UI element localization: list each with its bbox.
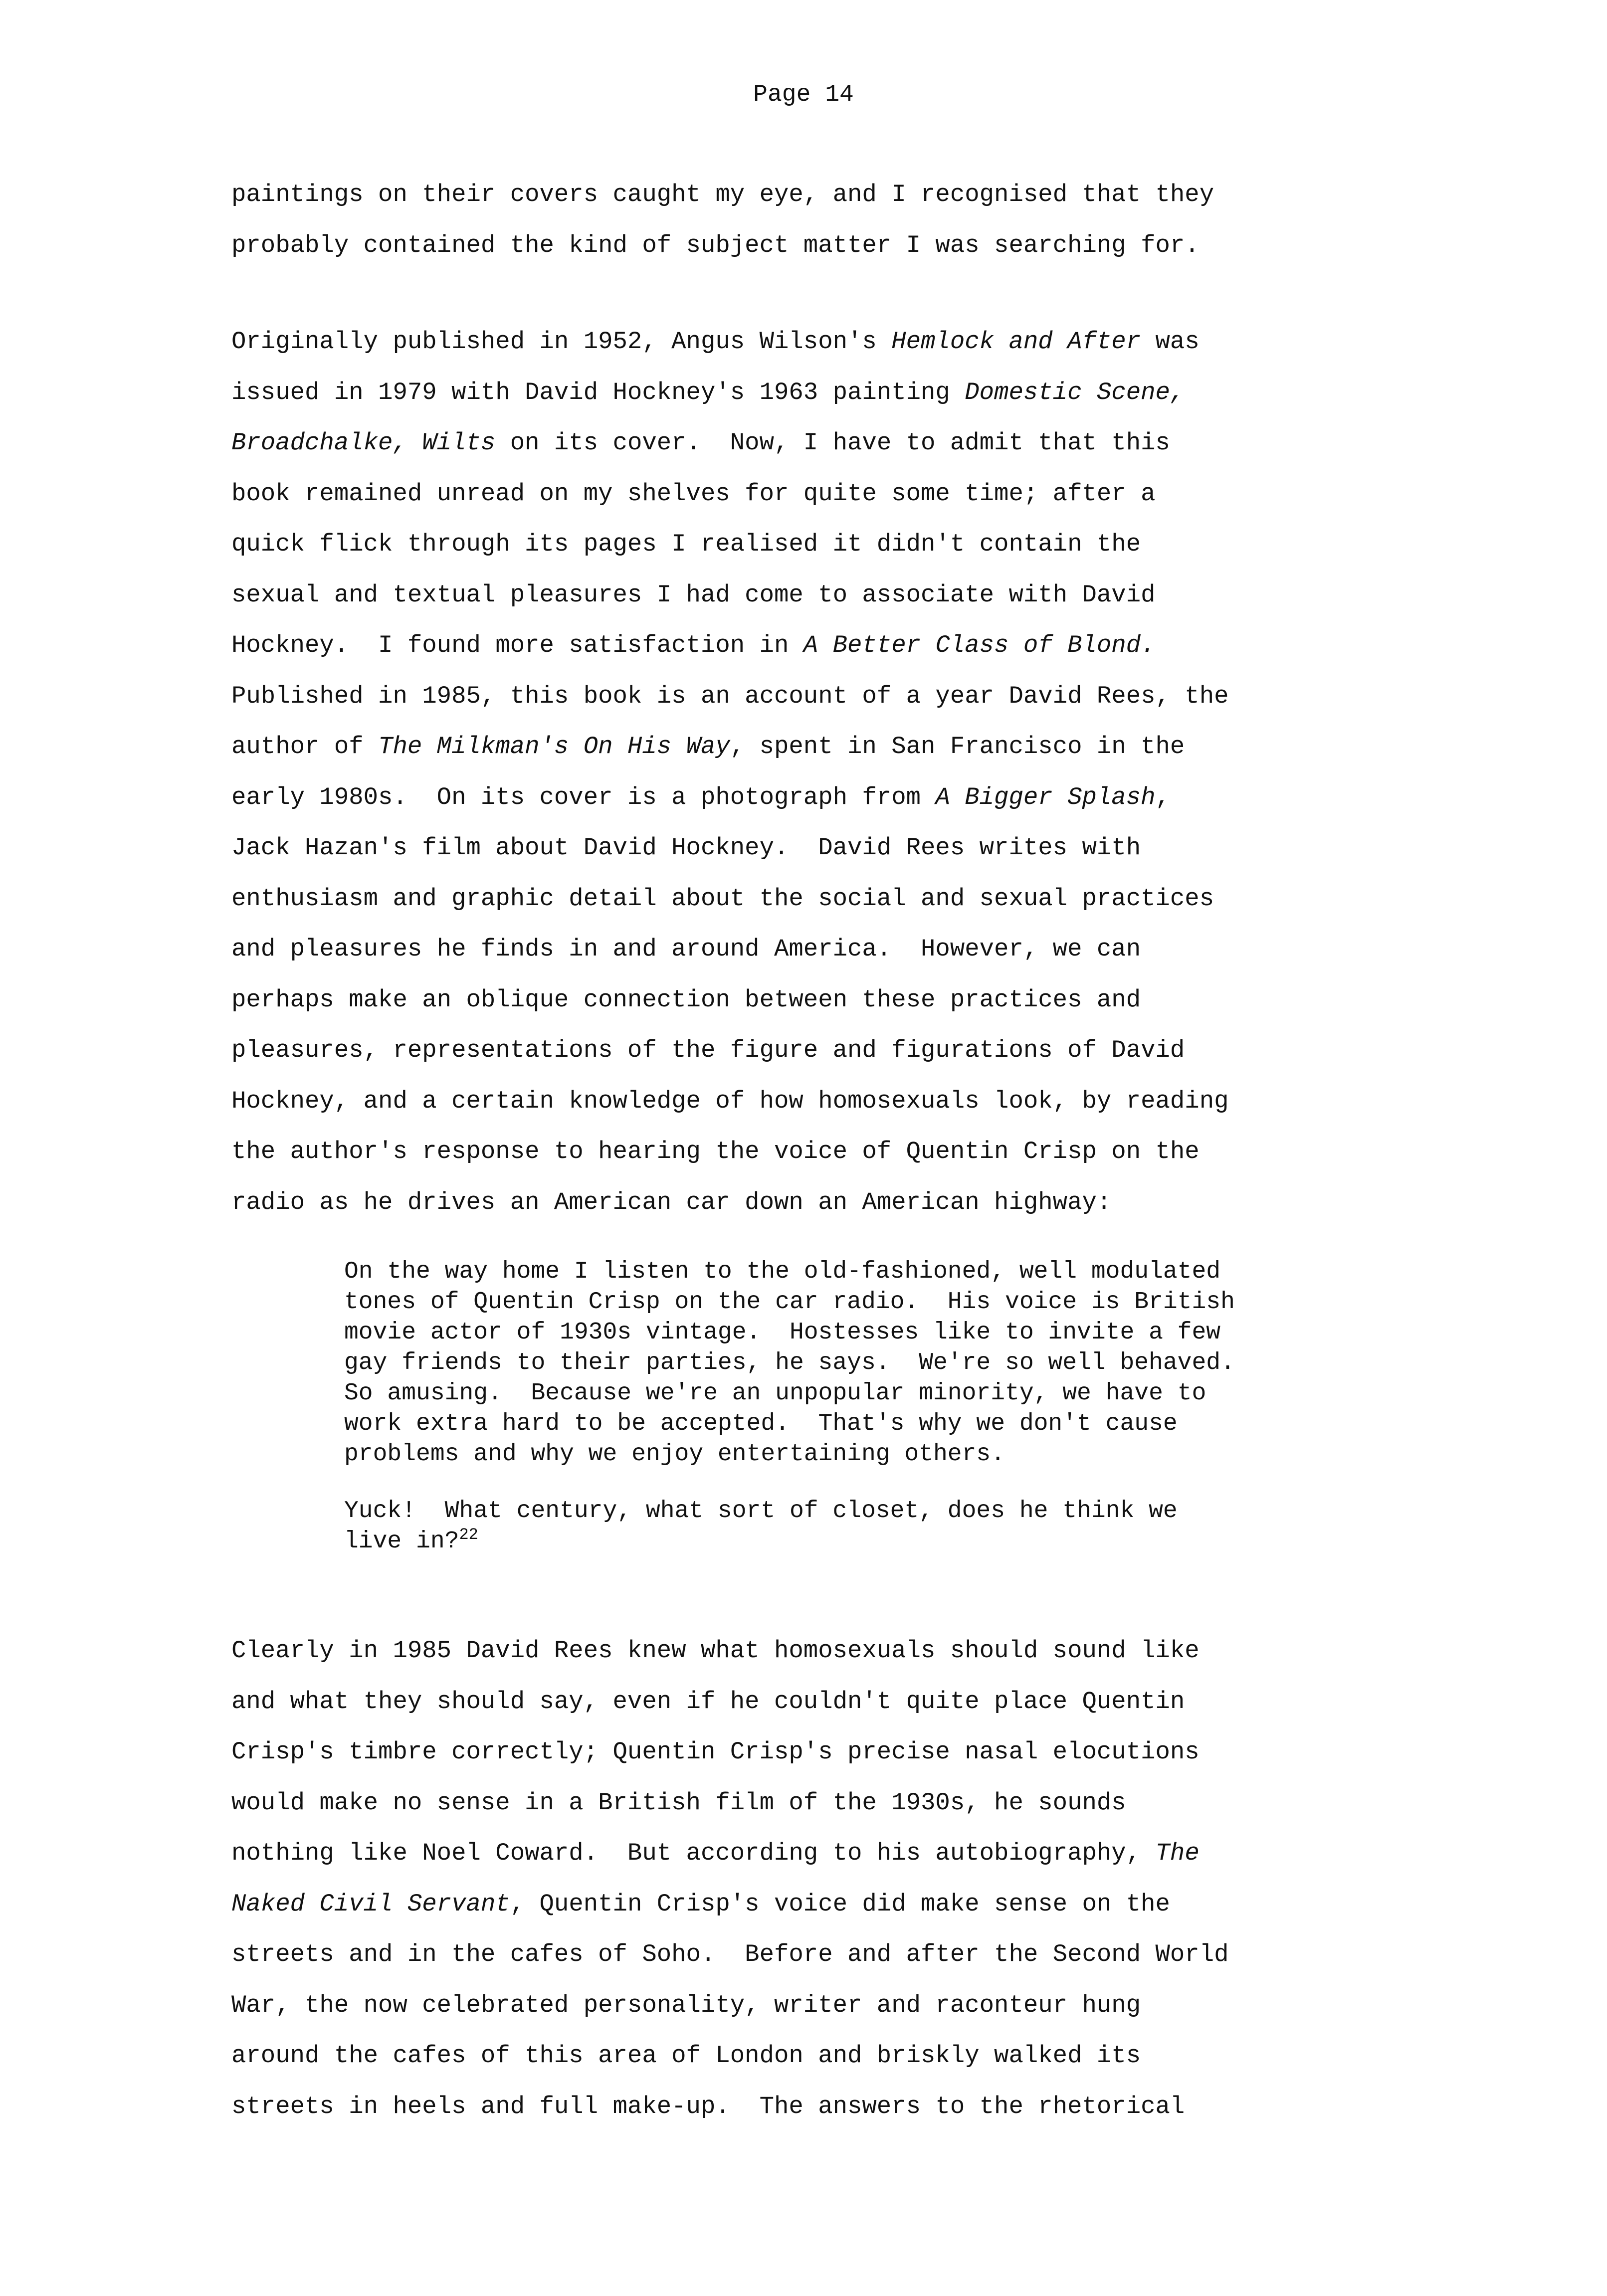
- text-segment: Published in 1985, this book is an account of a year David Rees, the: [231, 682, 1229, 710]
- text-line: [231, 519, 1438, 570]
- italic-title: Hemlock and After: [891, 328, 1141, 356]
- text-line: [231, 975, 1438, 1026]
- text-segment: movie actor of 1930s vintage. Hostesses like to invite a few: [344, 1319, 1221, 1346]
- text-segment: Crisp's timbre correctly; Quentin Crisp's precise nasal elocutions: [231, 1738, 1200, 1766]
- text-segment: On the way home I listen to the old-fashioned, well modulated: [344, 1258, 1221, 1285]
- italic-title: A Better Class of Blond.: [803, 631, 1156, 659]
- text-line: [231, 220, 1438, 271]
- text-line: [231, 1778, 1438, 1829]
- italic-title: The Milkman's On His Way: [378, 733, 730, 761]
- text-segment: , Quentin Crisp's voice did make sense on the: [510, 1890, 1170, 1918]
- text-line: [231, 2031, 1438, 2082]
- page-number: Page 14: [753, 81, 854, 108]
- text-line: [231, 368, 1438, 418]
- text-line: [231, 722, 1438, 772]
- text-line: [344, 1348, 1456, 1378]
- text-segment: Yuck! What century, what sort of closet, does he think we: [344, 1498, 1178, 1525]
- text-line: [231, 1929, 1438, 1980]
- italic-title: The: [1155, 1839, 1200, 1867]
- text-segment: Jack Hazan's film about David Hockney. David Rees writes with: [231, 834, 1141, 862]
- text-line: [231, 2082, 1438, 2132]
- text-segment: radio as he drives an American car down an American highway:: [231, 1188, 1112, 1216]
- text-line: [231, 1177, 1438, 1228]
- text-line: [231, 1727, 1438, 1778]
- text-line: [231, 1980, 1438, 2031]
- text-segment: enthusiasm and graphic detail about the social and sexual practices: [231, 884, 1214, 913]
- text-segment: around the cafes of this area of London and briskly walked its: [231, 2042, 1141, 2070]
- text-segment: on its cover. Now, I have to admit that this: [495, 429, 1170, 457]
- text-segment: was: [1141, 328, 1200, 356]
- text-line: [344, 1439, 1456, 1470]
- text-segment: pleasures, representations of the figure and figurations of David: [231, 1036, 1185, 1064]
- text-segment: Originally published in 1952, Angus Wilson's: [231, 328, 892, 356]
- footnote-reference: 22: [459, 1526, 478, 1544]
- text-segment: streets in heels and full make-up. The answers to the rhetorical: [231, 2092, 1185, 2120]
- text-segment: Hockney. I found more satisfaction in: [231, 631, 804, 659]
- text-line: [231, 1677, 1438, 1727]
- text-segment: probably contained the kind of subject matter I was searching for.: [231, 231, 1200, 259]
- text-segment: would make no sense in a British film of the 1930s, he sounds: [231, 1788, 1126, 1817]
- text-line: [231, 317, 1438, 368]
- text-segment: sexual and textual pleasures I had come to associate with David: [231, 580, 1156, 609]
- text-line: [231, 570, 1438, 621]
- text-line: [344, 1409, 1456, 1439]
- text-line: [231, 924, 1438, 975]
- text-line: [231, 620, 1438, 671]
- text-line: [344, 1287, 1456, 1318]
- text-line: [231, 1076, 1438, 1127]
- paragraph-3: [231, 1626, 1438, 2132]
- text-segment: work extra hard to be accepted. That's why we don't cause: [344, 1410, 1178, 1437]
- block-quote-1: [344, 1257, 1456, 1470]
- text-line: [231, 469, 1438, 520]
- text-segment: and what they should say, even if he couldn't quite place Quentin: [231, 1687, 1185, 1716]
- text-line: [231, 418, 1438, 469]
- text-segment: ,: [1155, 783, 1170, 811]
- text-segment: problems and why we enjoy entertaining others.: [344, 1441, 1005, 1468]
- text-segment: nothing like Noel Coward. But according to his autobiography,: [231, 1839, 1156, 1867]
- text-line: [231, 823, 1438, 874]
- italic-title: Domestic Scene,: [965, 378, 1185, 406]
- text-segment: issued in 1979 with David Hockney's 1963 painting: [231, 378, 965, 406]
- text-line: [344, 1378, 1456, 1409]
- italic-title: Broadchalke, Wilts: [231, 429, 496, 457]
- text-segment: Clearly in 1985 David Rees knew what homosexuals should sound like: [231, 1637, 1200, 1665]
- text-line: [231, 170, 1438, 220]
- text-segment: War, the now celebrated personality, writer and raconteur hung: [231, 1991, 1141, 2019]
- text-segment: early 1980s. On its cover is a photograph from: [231, 783, 936, 811]
- text-line: [231, 772, 1438, 823]
- text-line: [231, 1025, 1438, 1076]
- text-line: [231, 671, 1438, 722]
- paragraph-2: [231, 317, 1438, 1228]
- text-line: [231, 1626, 1438, 1677]
- text-segment: author of: [231, 733, 379, 761]
- text-segment: book remained unread on my shelves for quite some time; after a: [231, 479, 1156, 508]
- text-segment: live in?: [344, 1528, 459, 1555]
- text-segment: paintings on their covers caught my eye, and I recognised that they: [231, 181, 1214, 208]
- text-line: [344, 1318, 1456, 1348]
- block-quote-2: [344, 1496, 1456, 1557]
- text-segment: the author's response to hearing the voice of Quentin Crisp on the: [231, 1138, 1200, 1165]
- text-line: [231, 1879, 1438, 1930]
- text-segment: gay friends to their parties, he says. We're so well behaved.: [344, 1349, 1235, 1376]
- text-segment: streets and in the cafes of Soho. Before and after the Second World: [231, 1940, 1229, 1968]
- text-segment: , spent in San Francisco in the: [730, 733, 1185, 761]
- paragraph-1: [231, 170, 1438, 271]
- text-segment: perhaps make an oblique connection between these practices and: [231, 985, 1141, 1014]
- italic-title: A Bigger Splash: [935, 783, 1156, 811]
- text-line: [344, 1527, 1456, 1557]
- italic-title: Naked Civil Servant: [231, 1890, 510, 1918]
- text-line: [231, 1127, 1438, 1177]
- text-segment: Hockney, and a certain knowledge of how homosexuals look, by reading: [231, 1087, 1229, 1115]
- text-line: [344, 1496, 1456, 1527]
- text-line: [344, 1257, 1456, 1287]
- text-segment: and pleasures he finds in and around America. However, we can: [231, 935, 1141, 963]
- text-line: [231, 1828, 1438, 1879]
- text-segment: tones of Quentin Crisp on the car radio. His voice is British: [344, 1289, 1235, 1316]
- text-segment: So amusing. Because we're an unpopular minority, we have to: [344, 1380, 1206, 1407]
- text-segment: quick flick through its pages I realised it didn't contain the: [231, 530, 1141, 558]
- text-line: [231, 874, 1438, 925]
